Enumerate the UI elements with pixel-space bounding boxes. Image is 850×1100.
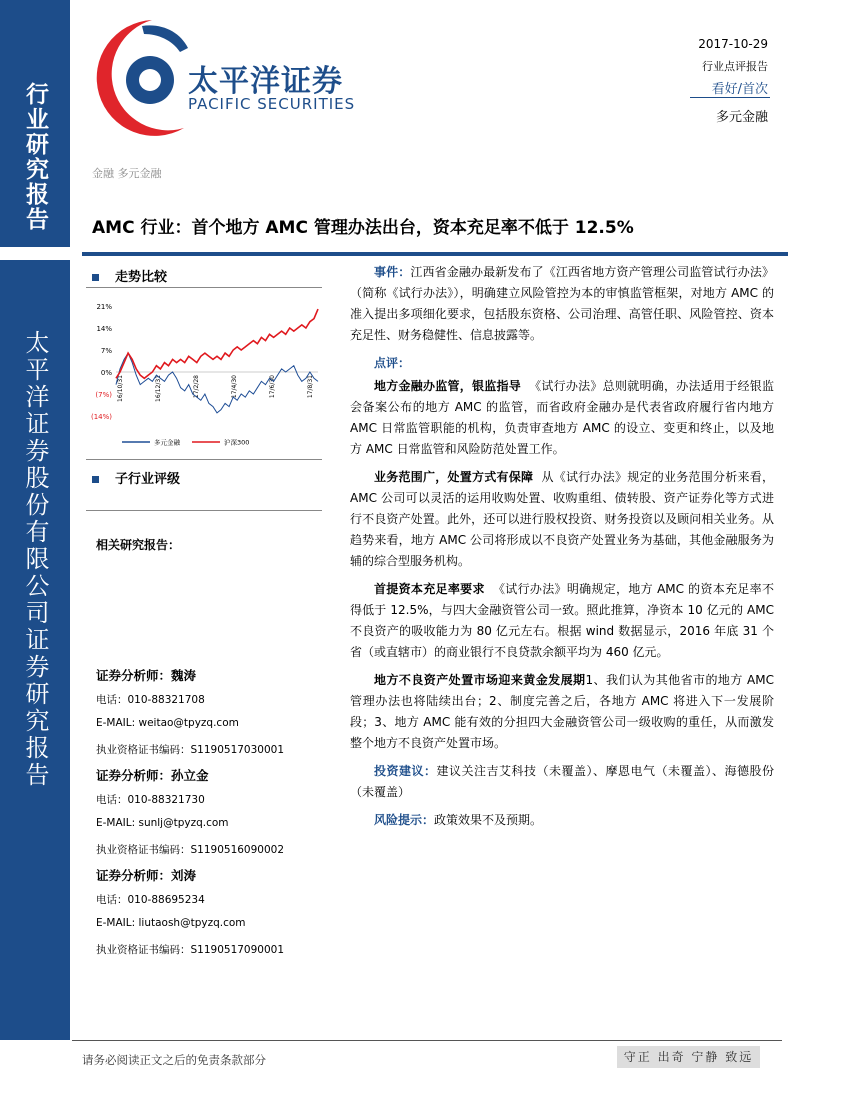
sidebar-report-category: 行业研究报告 xyxy=(22,82,48,232)
report-type: 行业点评报告 xyxy=(702,60,768,73)
sector-label: 多元金融 xyxy=(715,110,768,125)
legend-label: 沪深300 xyxy=(224,438,250,447)
analyst-phone: 电话：010-88321730 xyxy=(96,794,205,806)
point-market-outlook: 地方不良资产处置市场迎来黄金发展期1、我们认为其他省市的地方 AMC 管理办法也将陆续出台；2、制度完善之后，各地方 AMC 将进入下一发展阶段；3、地方 AMC 能有效的分担四大金融资管公司一级收购的重任，从而激发整个地方不良资产处置市场。 xyxy=(350,673,774,750)
x-tick-label: 17/4/30 xyxy=(231,375,238,399)
risk-warning: 风险提示：政策效果不及预期。 xyxy=(374,813,543,827)
legend-label: 多元金融 xyxy=(154,438,180,447)
square-bullet-icon xyxy=(92,274,99,281)
logo-english-name: PACIFIC SECURITIES xyxy=(188,95,356,113)
comment-heading: 点评： xyxy=(374,356,411,370)
trend-divider xyxy=(86,287,322,288)
analyst-cert: 执业资格证书编码：S1190516090002 xyxy=(96,844,285,856)
header-divider xyxy=(690,97,770,98)
investment-advice: 投资建议：建议关注吉艾科技（未覆盖）、摩恩电气（未覆盖）、海德股份（未覆盖） xyxy=(350,764,774,799)
x-tick-label: 16/10/31 xyxy=(117,375,124,402)
y-tick-label: 7% xyxy=(100,347,112,355)
analyst-name: 证券分析师：刘涛 xyxy=(96,868,197,883)
footer-disclaimer: 请务必阅读正文之后的免责条款部分 xyxy=(82,1053,266,1067)
sub-rating-divider xyxy=(86,510,322,511)
event-paragraph: 事件：江西省金融办最新发布了《江西省地方资产管理公司监管试行办法》（简称《试行办法》），明确建立风险管控为本的审慎监管框架，对地方 AMC 的准入提出多项细化要求，包括股东资格、公司治理、高管任职、风险管控、资本充足性、财务稳健性、信息披露等。 xyxy=(350,265,774,342)
related-reports-heading: 相关研究报告： xyxy=(96,538,181,552)
x-tick-label: 16/12/31 xyxy=(155,375,162,402)
analyst-name: 证券分析师：孙立金 xyxy=(96,768,209,783)
title-divider xyxy=(82,252,788,256)
y-tick-label: 14% xyxy=(96,325,112,333)
sub-rating-section-heading: 子行业评级 xyxy=(92,468,180,487)
analyst-cert: 执业资格证书编码：S1190517030001 xyxy=(96,744,285,756)
x-tick-label: 17/6/30 xyxy=(269,375,276,399)
analyst-cert: 执业资格证书编码：S1190517090001 xyxy=(96,944,285,956)
point-business-scope: 业务范围广，处置方式有保障 从《试行办法》规定的业务范围分析来看，AMC 公司可以灵活的运用收购处置、收购重组、债转股、资产证券化等方式进行不良资产处置。此外，还可以进行股权投资、财务投资以及顾问相关业务。从趋势来看，地方 AMC 公司将形成以不良资产处置业务为基础，其他金融服务为辅的综合型服务机构。 xyxy=(350,470,774,568)
analyst-email: E-MAIL: liutaosh@tpyzq.com xyxy=(96,917,246,929)
sidebar-company-label: 太平洋证券股份有限公司证券研究报告 xyxy=(21,330,49,789)
y-tick-label: 0% xyxy=(100,369,112,377)
trend-section-heading: 走势比较 xyxy=(92,266,167,285)
analyst-card xyxy=(96,666,336,767)
analyst-phone: 电话：010-88321708 xyxy=(96,694,205,706)
x-tick-label: 17/8/31 xyxy=(307,375,314,399)
industry-rating: 看好/首次 xyxy=(711,82,768,97)
analyst-card xyxy=(96,766,336,867)
report-body xyxy=(350,262,774,838)
x-tick-label: 17/2/28 xyxy=(193,375,200,399)
analyst-card xyxy=(96,866,336,967)
logo-chinese-name: 太平洋证券 xyxy=(188,64,343,99)
analyst-name: 证券分析师：魏涛 xyxy=(96,668,197,683)
breadcrumb: 金融 多元金融 xyxy=(92,167,162,180)
point-regulation: 地方金融办监管，银监指导 《试行办法》总则就明确，办法适用于经银监会备案公布的地方 AMC 的监管，而省政府金融办是代表省政府履行省内地方 AMC 日常监管职能的机构，负责审查地方 AMC 的设立、变更和终止，以及地方 AMC 日常监管和风险防范处置工作。 xyxy=(350,379,774,456)
footer-motto: 守正 出奇 宁静 致远 xyxy=(617,1046,760,1068)
trend-chart xyxy=(86,296,326,456)
footer-divider xyxy=(72,1040,782,1041)
report-date: 2017-10-29 xyxy=(698,37,768,51)
y-tick-label: 21% xyxy=(96,303,112,311)
square-bullet-icon xyxy=(92,476,99,483)
chart-bottom-divider xyxy=(86,459,322,460)
analyst-email: E-MAIL: sunlj@tpyzq.com xyxy=(96,817,229,829)
page-title: AMC 行业：首个地方 AMC 管理办法出台，资本充足率不低于 12.5% xyxy=(92,218,634,238)
analyst-phone: 电话：010-88695234 xyxy=(96,894,205,906)
pacific-securities-logo xyxy=(92,18,192,138)
y-tick-label: (14%) xyxy=(90,413,112,421)
analyst-email: E-MAIL: weitao@tpyzq.com xyxy=(96,717,239,729)
y-tick-label: (7%) xyxy=(95,391,112,399)
left-sidebar xyxy=(0,0,70,1100)
point-capital-adequacy: 首提资本充足率要求 《试行办法》明确规定，地方 AMC 的资本充足率不得低于 12.5%，与四大金融资管公司一致。照此推算，净资本 10 亿元的 AMC 不良资产的吸收能力为 80 亿元左右。根据 wind 数据显示，2016 年底 31 个省（或直辖市）的商业银行不良贷款余额平均为 460 亿元。 xyxy=(350,582,774,659)
series-line xyxy=(116,353,318,413)
series-line xyxy=(116,309,318,378)
